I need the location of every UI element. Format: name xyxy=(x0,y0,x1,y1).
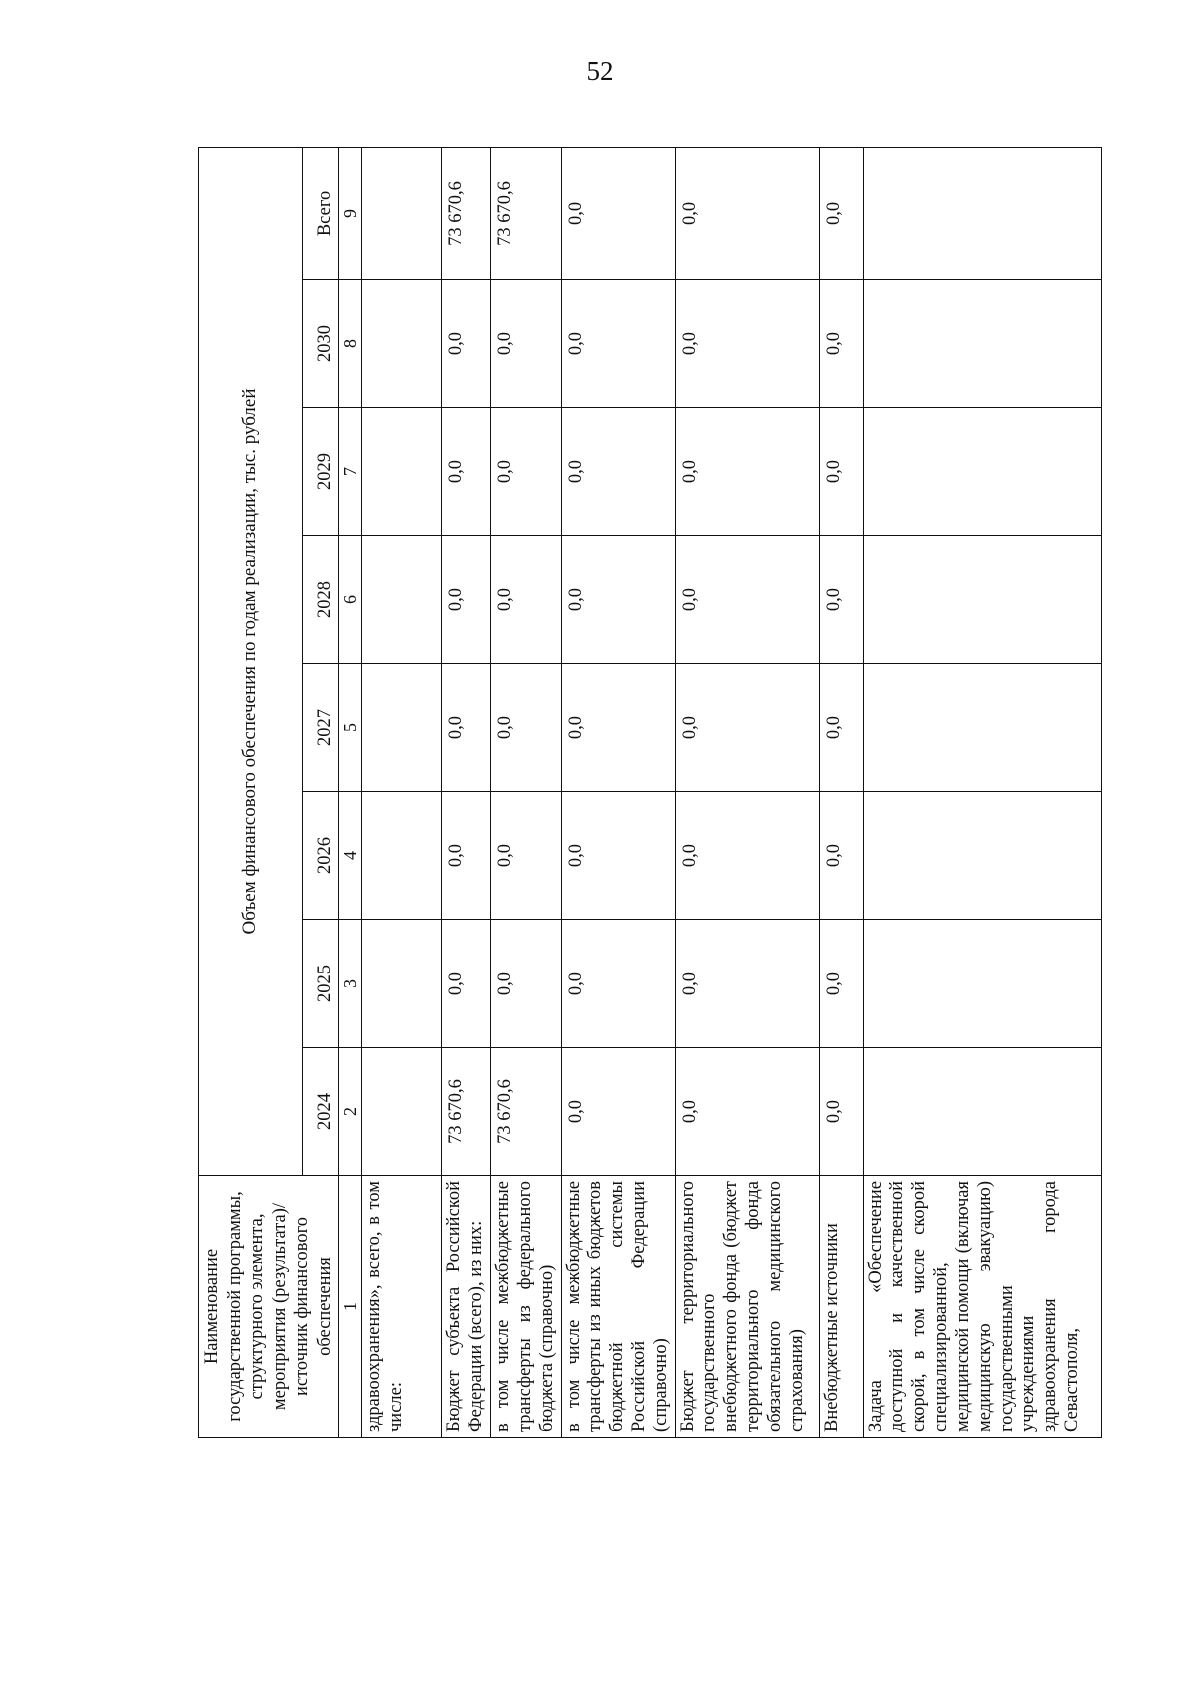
row-label: Задача «Обеспечение доступной и качественной скорой, в том числе скорой специализированной, медицинской помощи (включая медицинскую эвакуацию) государственными учреждениями здравоохранения города Севастополя, xyxy=(863,1176,1101,1438)
table-row xyxy=(819,147,863,1437)
value-cell: 0,0 xyxy=(675,664,819,792)
rotated-table-container xyxy=(198,148,1116,1438)
value-cell: 0,0 xyxy=(491,408,561,536)
value-cell xyxy=(362,408,442,536)
value-cell: 0,0 xyxy=(442,920,491,1048)
value-cell xyxy=(863,920,1101,1048)
column-number: 1 xyxy=(339,1176,362,1438)
table-row xyxy=(362,147,442,1437)
row-label: в том числе межбюджетные трансферты из иных бюджетов бюджетной системы Российской Федерации (справочно) xyxy=(561,1176,675,1438)
value-cell: 0,0 xyxy=(675,280,819,408)
year-header: 2029 xyxy=(303,408,339,536)
value-cell: 0,0 xyxy=(442,408,491,536)
value-cell: 0,0 xyxy=(561,147,675,279)
value-cell: 0,0 xyxy=(675,1048,819,1176)
row-label: здравоохранения», всего, в том числе: xyxy=(362,1176,442,1438)
value-cell: 73 670,6 xyxy=(442,1048,491,1176)
value-cell xyxy=(362,280,442,408)
value-cell xyxy=(863,536,1101,664)
value-cell: 0,0 xyxy=(675,536,819,664)
column-number: 4 xyxy=(339,792,362,920)
value-cell: 0,0 xyxy=(675,920,819,1048)
value-cell: 0,0 xyxy=(442,792,491,920)
value-cell: 0,0 xyxy=(491,280,561,408)
year-header: 2027 xyxy=(303,664,339,792)
year-header: 2030 xyxy=(303,280,339,408)
column-number: 3 xyxy=(339,920,362,1048)
column-number: 9 xyxy=(339,147,362,279)
value-cell xyxy=(863,280,1101,408)
value-cell: 0,0 xyxy=(819,1048,863,1176)
table-row xyxy=(863,147,1101,1437)
column-number: 6 xyxy=(339,536,362,664)
name-column-header: Наименование государственной программы, структурного элемента, мероприятия (результата)/источник финансового обеспечения xyxy=(199,1176,339,1438)
table-row xyxy=(675,147,819,1437)
value-cell: 73 670,6 xyxy=(491,1048,561,1176)
value-cell: 0,0 xyxy=(675,408,819,536)
row-label: Бюджет субъекта Российской Федерации (всего), из них: xyxy=(442,1176,491,1438)
column-number: 2 xyxy=(339,1048,362,1176)
value-cell: 0,0 xyxy=(561,408,675,536)
value-cell: 0,0 xyxy=(675,792,819,920)
value-cell: 0,0 xyxy=(819,664,863,792)
value-cell: 0,0 xyxy=(491,536,561,664)
row-label: в том числе межбюджетные трансферты из федерального бюджета (справочно) xyxy=(491,1176,561,1438)
value-cell: 0,0 xyxy=(561,1048,675,1176)
value-cell: 0,0 xyxy=(819,280,863,408)
value-cell: 0,0 xyxy=(442,280,491,408)
value-cell: 0,0 xyxy=(819,920,863,1048)
value-cell: 0,0 xyxy=(675,147,819,279)
table-row xyxy=(442,147,491,1437)
column-number: 7 xyxy=(339,408,362,536)
total-header: Всего xyxy=(303,147,339,279)
value-cell xyxy=(362,664,442,792)
value-cell: 73 670,6 xyxy=(442,147,491,279)
value-cell: 0,0 xyxy=(491,920,561,1048)
value-cell xyxy=(362,1048,442,1176)
value-cell: 0,0 xyxy=(819,408,863,536)
year-header: 2024 xyxy=(303,1048,339,1176)
row-label: Бюджет территориального государственного внебюджетного фонда (бюджет территориального фонда обязательного медицинского страхования) xyxy=(675,1176,819,1438)
financing-volume-header: Объем финансового обеспечения по годам реализации, тыс. рублей xyxy=(199,147,303,1175)
year-header: 2028 xyxy=(303,536,339,664)
page-number: 52 xyxy=(586,56,614,86)
value-cell: 0,0 xyxy=(819,792,863,920)
value-cell: 73 670,6 xyxy=(491,147,561,279)
value-cell: 0,0 xyxy=(491,664,561,792)
row-label: Внебюджетные источники xyxy=(819,1176,863,1438)
value-cell: 0,0 xyxy=(561,792,675,920)
value-cell xyxy=(362,792,442,920)
financing-table xyxy=(198,147,1102,1438)
column-number: 8 xyxy=(339,280,362,408)
value-cell: 0,0 xyxy=(442,536,491,664)
value-cell xyxy=(863,792,1101,920)
value-cell xyxy=(863,1048,1101,1176)
value-cell: 0,0 xyxy=(491,792,561,920)
value-cell: 0,0 xyxy=(561,664,675,792)
table-row xyxy=(491,147,561,1437)
value-cell: 0,0 xyxy=(561,536,675,664)
value-cell xyxy=(362,147,442,279)
table-row xyxy=(561,147,675,1437)
value-cell xyxy=(362,920,442,1048)
year-header: 2026 xyxy=(303,792,339,920)
value-cell xyxy=(863,408,1101,536)
value-cell: 0,0 xyxy=(442,664,491,792)
value-cell xyxy=(863,664,1101,792)
value-cell: 0,0 xyxy=(561,920,675,1048)
value-cell xyxy=(863,147,1101,279)
value-cell: 0,0 xyxy=(819,147,863,279)
column-number: 5 xyxy=(339,664,362,792)
year-header: 2025 xyxy=(303,920,339,1048)
value-cell xyxy=(362,536,442,664)
value-cell: 0,0 xyxy=(561,280,675,408)
value-cell: 0,0 xyxy=(819,536,863,664)
